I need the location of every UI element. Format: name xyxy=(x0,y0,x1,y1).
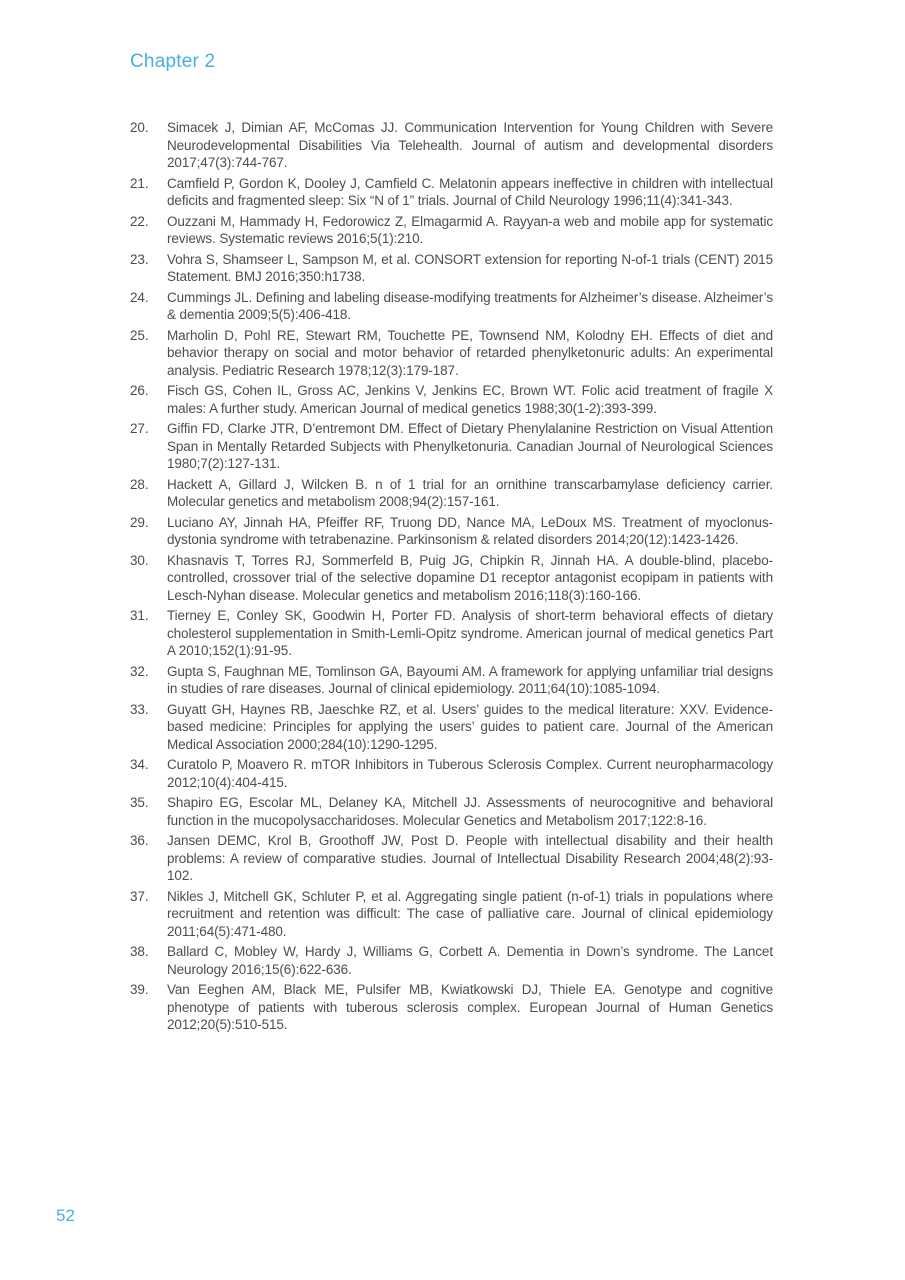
reference-text: Khasnavis T, Torres RJ, Sommerfeld B, Puig JG, Chipkin R, Jinnah HA. A double-blind, placebo-controlled, crossover trial of the selective dopamine D1 receptor antagonist ecopipam in patients with Lesch-Nyhan disease. Molecular genetics and metabolism 2016;118(3):160-166. xyxy=(167,552,773,603)
reference-number: 23. xyxy=(130,251,149,267)
reference-number: 31. xyxy=(130,608,149,623)
reference-item xyxy=(130,701,773,754)
reference-item xyxy=(130,794,773,829)
reference-item xyxy=(130,552,773,605)
reference-text: Tierney E, Conley SK, Goodwin H, Porter FD. Analysis of short-term behavioral effects of dietary cholesterol supplementation in Smith-Lemli-Opitz syndrome. American journal of medical genetics Part A 2010;152(1):91-95. xyxy=(167,608,773,658)
reference-item xyxy=(130,981,773,1034)
reference-item xyxy=(130,943,773,978)
reference-item xyxy=(130,607,773,660)
reference-item xyxy=(130,514,773,549)
reference-text: Van Eeghen AM, Black ME, Pulsifer MB, Kwiatkowski DJ, Thiele EA. Genotype and cognitive phenotype of patients with tuberous sclerosis complex. European Journal of Human Genetics 2012;20(5):510-515. xyxy=(167,982,773,1032)
reference-number: 34. xyxy=(130,757,149,772)
reference-text: Gupta S, Faughnan ME, Tomlinson GA, Bayoumi AM. A framework for applying unfamiliar trial designs in studies of rare diseases. Journal of clinical epidemiology. 2011;64(10):1085-1094. xyxy=(167,663,773,696)
reference-text: Cummings JL. Defining and labeling disease-modifying treatments for Alzheimer’s disease. Alzheimer’s & dementia 2009;5(5):406-418. xyxy=(167,289,773,322)
reference-number: 39. xyxy=(130,982,149,997)
reference-text: Fisch GS, Cohen IL, Gross AC, Jenkins V, Jenkins EC, Brown WT. Folic acid treatment of fragile X males: A further study. American Journal of medical genetics 1988;30(1-2):393-399. xyxy=(167,383,773,416)
reference-text: Ouzzani M, Hammady H, Fedorowicz Z, Elmagarmid A. Rayyan-a web and mobile app for systematic reviews. Systematic reviews 2016;5(1):210. xyxy=(167,213,773,246)
reference-number: 25. xyxy=(130,327,149,343)
reference-item xyxy=(130,175,773,210)
reference-text: Hackett A, Gillard J, Wilcken B. n of 1 trial for an ornithine transcarbamylase deficiency carrier. Molecular genetics and metabolism 2008;94(2):157-161. xyxy=(167,476,773,509)
reference-item xyxy=(130,888,773,941)
reference-number: 20. xyxy=(130,120,149,135)
reference-text: Guyatt GH, Haynes RB, Jaeschke RZ, et al. Users’ guides to the medical literature: XXV. Evidence-based medicine: Principles for applying the users’ guides to patient care. Journal of the American Medical Association 2000;284(10):1290-1295. xyxy=(167,701,773,752)
reference-number: 28. xyxy=(130,476,149,492)
reference-item xyxy=(130,756,773,791)
reference-item xyxy=(130,289,773,324)
reference-number: 37. xyxy=(130,888,149,904)
reference-item xyxy=(130,119,773,172)
reference-text: Curatolo P, Moavero R. mTOR Inhibitors in Tuberous Sclerosis Complex. Current neuropharmacology 2012;10(4):404-415. xyxy=(167,757,773,790)
reference-text: Jansen DEMC, Krol B, Groothoff JW, Post D. People with intellectual disability and their health problems: A review of comparative studies. Journal of Intellectual Disability Research 2004;48(2):93-102. xyxy=(167,833,773,883)
reference-item xyxy=(130,327,773,380)
reference-item xyxy=(130,251,773,286)
reference-text: Nikles J, Mitchell GK, Schluter P, et al. Aggregating single patient (n-of-1) trials in populations where recruitment and retention was difficult: The case of palliative care. Journal of clinical epidemiology 2011;64(5):471-480. xyxy=(167,888,773,939)
reference-item xyxy=(130,476,773,511)
reference-item xyxy=(130,382,773,417)
reference-number: 21. xyxy=(130,175,149,191)
reference-number: 36. xyxy=(130,833,149,848)
reference-number: 32. xyxy=(130,663,149,679)
reference-number: 22. xyxy=(130,213,149,229)
reference-number: 38. xyxy=(130,944,149,959)
reference-number: 35. xyxy=(130,795,149,810)
reference-item xyxy=(130,213,773,248)
page-number: 52 xyxy=(56,1206,75,1225)
reference-list xyxy=(130,119,773,1037)
reference-item xyxy=(130,832,773,885)
reference-text: Ballard C, Mobley W, Hardy J, Williams G, Corbett A. Dementia in Down’s syndrome. The Lancet Neurology 2016;15(6):622-636. xyxy=(167,944,773,977)
reference-text: Camfield P, Gordon K, Dooley J, Camfield C. Melatonin appears ineffective in children with intellectual deficits and fragmented sleep: Six “N of 1” trials. Journal of Child Neurology 1996;11(4):341-343. xyxy=(167,175,773,208)
reference-number: 30. xyxy=(130,552,149,568)
reference-text: Luciano AY, Jinnah HA, Pfeiffer RF, Truong DD, Nance MA, LeDoux MS. Treatment of myoclonus-dystonia syndrome with tetrabenazine. Parkinsonism & related disorders 2014;20(12):1423-1426. xyxy=(167,514,773,547)
reference-item xyxy=(130,420,773,473)
reference-item xyxy=(130,663,773,698)
reference-number: 27. xyxy=(130,421,149,436)
reference-number: 29. xyxy=(130,514,149,530)
reference-number: 26. xyxy=(130,383,149,398)
reference-text: Vohra S, Shamseer L, Sampson M, et al. CONSORT extension for reporting N-of-1 trials (CENT) 2015 Statement. BMJ 2016;350:h1738. xyxy=(167,251,773,284)
reference-number: 24. xyxy=(130,289,149,305)
reference-number: 33. xyxy=(130,701,149,717)
chapter-heading: Chapter 2 xyxy=(130,51,216,72)
reference-text: Simacek J, Dimian AF, McComas JJ. Communication Intervention for Young Children with Severe Neurodevelopmental Disabilities Via Telehealth. Journal of autism and developmental disorders 2017;47(3):744-767. xyxy=(167,120,773,170)
reference-text: Shapiro EG, Escolar ML, Delaney KA, Mitchell JJ. Assessments of neurocognitive and behavioral function in the mucopolysaccharidoses. Molecular Genetics and Metabolism 2017;122:8-16. xyxy=(167,795,773,828)
reference-text: Marholin D, Pohl RE, Stewart RM, Touchette PE, Townsend NM, Kolodny EH. Effects of diet and behavior therapy on social and motor behavior of retarded phenylketonuric adults: An experimental analysis. Pediatric Research 1978;12(3):179-187. xyxy=(167,327,773,378)
reference-text: Giffin FD, Clarke JTR, D’entremont DM. Effect of Dietary Phenylalanine Restriction on Visual Attention Span in Mentally Retarded Subjects with Phenylketonuria. Canadian Journal of Neurological Sciences 1980;7(2):127-131. xyxy=(167,421,773,471)
